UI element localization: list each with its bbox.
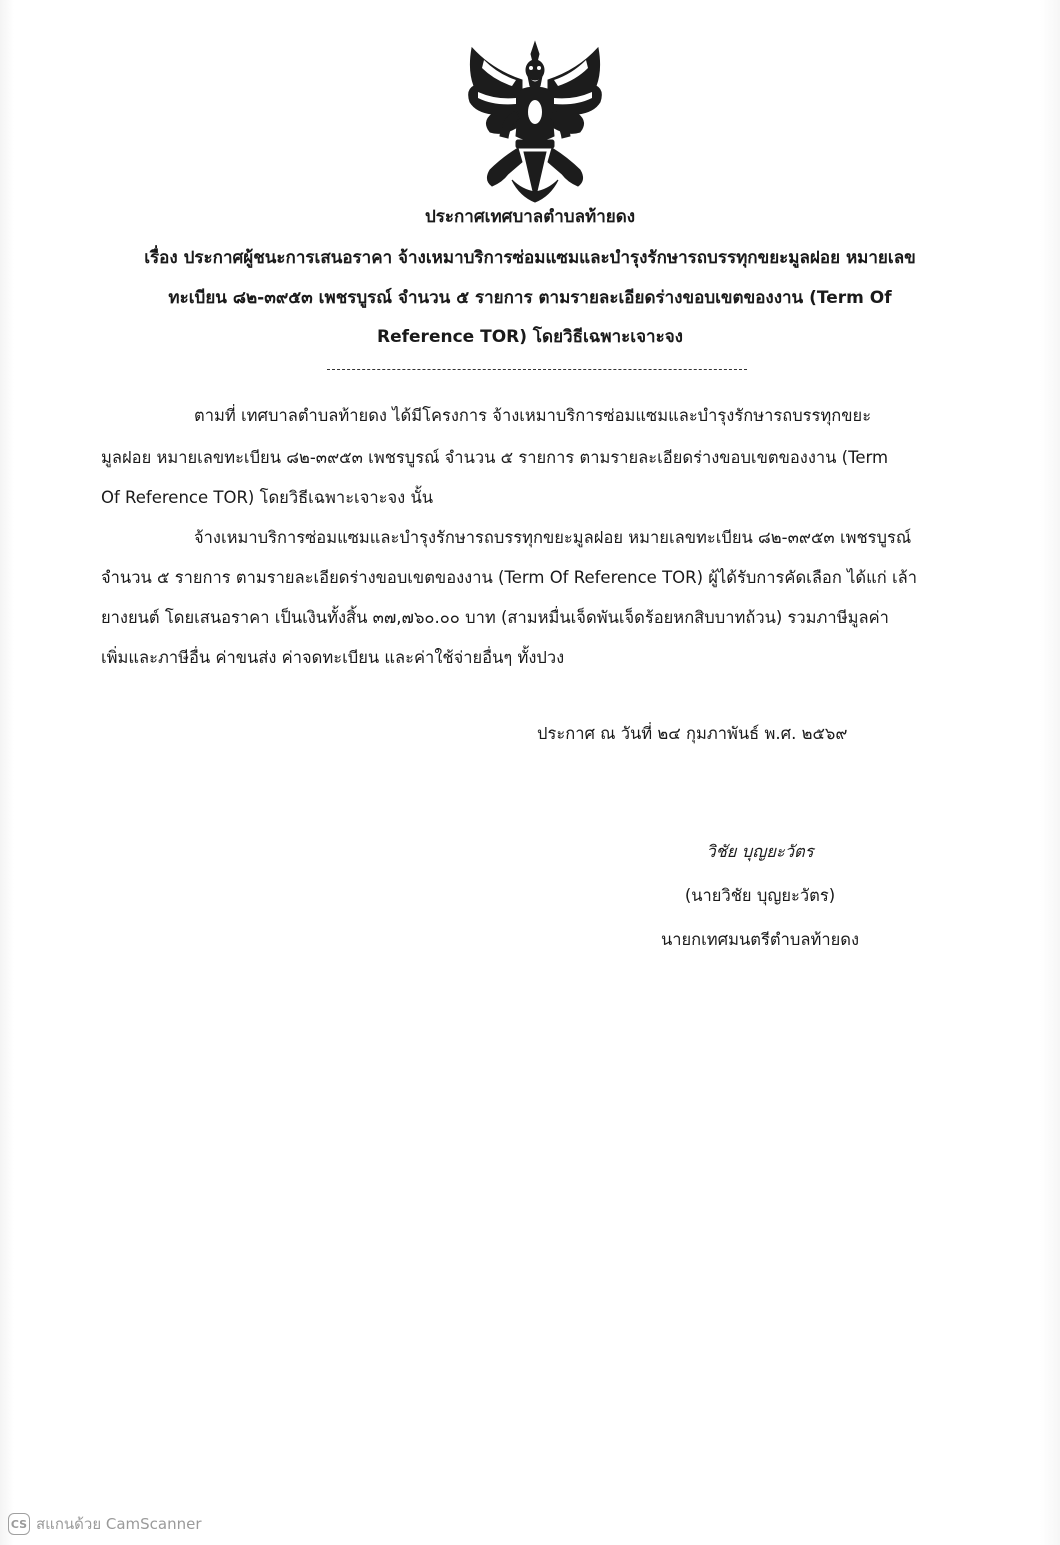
paragraph2-line-2: จำนวน ๕ รายการ ตามรายละเอียดร่างขอบเขตของงาน (Term Of Reference TOR) ผู้ได้รับการคัดเลือก ได้แก่ เล้า xyxy=(101,568,917,587)
paragraph1-line-3: Of Reference TOR) โดยวิธีเฉพาะเจาะจง นั้น xyxy=(101,488,434,507)
paragraph2-line-3: ยางยนต์ โดยเสนอราคา เป็นเงินทั้งสิ้น ๓๗,๗๖๐.๐๐ บาท (สามหมื่นเจ็ดพันเจ็ดร้อยหกสิบบาทถ้วน) รวมภาษีมูลค่า xyxy=(101,608,889,627)
signer-position: นายกเทศมนตรีตำบลท้ายดง xyxy=(660,930,860,949)
paragraph2-line-4: เพิ่มและภาษีอื่น ค่าขนส่ง ค่าจดทะเบียน และค่าใช้จ่ายอื่นๆ ทั้งปวง xyxy=(101,648,565,667)
subject-line-2: ทะเบียน ๘๒-๓๙๕๓ เพชรบูรณ์ จำนวน ๕ รายการ ตามรายละเอียดร่างขอบเขตของงาน (Term Of xyxy=(168,288,892,308)
subject-line-1: เรื่อง ประกาศผู้ชนะการเสนอราคา จ้างเหมาบริการซ่อมแซมและบำรุงรักษารถบรรทุกขยะมูลฝอย หมายเลข xyxy=(144,248,916,268)
camscanner-watermark xyxy=(8,1512,202,1536)
heading-divider xyxy=(327,369,747,370)
paragraph2-line-1: จ้างเหมาบริการซ่อมแซมและบำรุงรักษารถบรรทุกขยะมูลฝอย หมายเลขทะเบียน ๘๒-๓๙๕๓ เพชรบูรณ์ xyxy=(194,528,912,547)
paragraph1-line-1: ตามที่ เทศบาลตำบลท้ายดง ได้มีโครงการ จ้างเหมาบริการซ่อมแซมและบำรุงรักษารถบรรทุกขยะ xyxy=(194,406,872,425)
announcement-title: ประกาศเทศบาลตำบลท้ายดง xyxy=(424,207,636,227)
garuda-emblem-icon xyxy=(462,40,608,204)
paragraph1-line-2: มูลฝอย หมายเลขทะเบียน ๘๒-๓๙๕๓ เพชรบูรณ์ จำนวน ๕ รายการ ตามรายละเอียดร่างขอบเขตของงาน (Term xyxy=(101,448,889,467)
camscanner-watermark-text: สแกนด้วย CamScanner xyxy=(36,1515,202,1533)
signature: วิชัย บุญยะวัตร xyxy=(706,842,814,861)
subject-line-3: Reference TOR) โดยวิธีเฉพาะเจาะจง xyxy=(377,327,683,347)
signer-printed-name: (นายวิชัย บุญยะวัตร) xyxy=(684,886,836,905)
announcement-date: ประกาศ ณ วันที่ ๒๔ กุมภาพันธ์ พ.ศ. ๒๕๖๙ xyxy=(537,724,848,743)
camscanner-logo-icon: CS xyxy=(8,1513,30,1535)
